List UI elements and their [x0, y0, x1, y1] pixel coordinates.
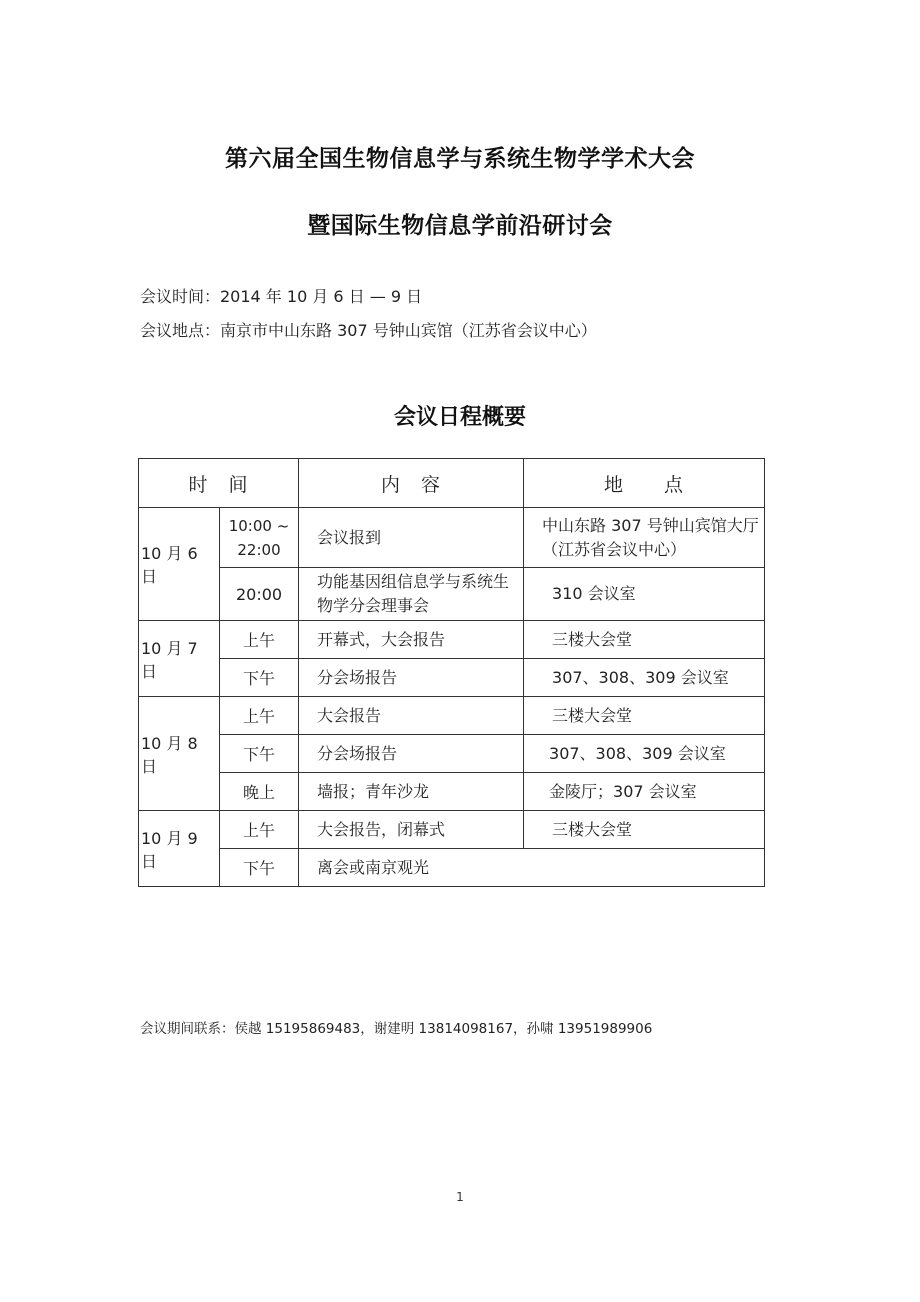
- time-cell: 上午: [220, 697, 299, 735]
- time-cell: 上午: [220, 621, 299, 659]
- header-content: 内 容: [299, 459, 524, 508]
- table-row: [139, 621, 765, 659]
- table-row: [139, 849, 765, 887]
- content-cell: 开幕式，大会报告: [299, 621, 524, 659]
- table-row: [139, 735, 765, 773]
- table-header-row: [139, 459, 765, 508]
- time-cell: 下午: [220, 659, 299, 697]
- location-cell: 中山东路 307 号钟山宾馆大厅（江苏省会议中心）: [524, 508, 765, 568]
- meeting-venue: 会议地点：南京市中山东路 307 号钟山宾馆（江苏省会议中心）: [140, 321, 597, 340]
- time-cell: 10:00 ~ 22:00: [220, 508, 299, 568]
- contact-info: 会议期间联系：侯越 15195869483，谢建明 13814098167，孙啸 13951989906: [140, 1021, 653, 1037]
- date-cell: 10 月 8 日: [139, 697, 220, 811]
- content-cell: 墙报；青年沙龙: [299, 773, 524, 811]
- page-number: 1: [456, 1190, 464, 1204]
- content-cell: 会议报到: [299, 508, 524, 568]
- content-cell: 功能基因组信息学与系统生物学分会理事会: [299, 568, 524, 621]
- page-title: 第六届全国生物信息学与系统生物学学术大会: [225, 146, 695, 172]
- location-cell: 三楼大会堂: [524, 697, 765, 735]
- date-cell: 10 月 9 日: [139, 811, 220, 887]
- time-cell: 上午: [220, 811, 299, 849]
- meeting-time: 会议时间：2014 年 10 月 6 日 — 9 日: [140, 287, 423, 306]
- table-row: [139, 697, 765, 735]
- location-cell: 三楼大会堂: [524, 621, 765, 659]
- table-row: [139, 811, 765, 849]
- content-cell: 分会场报告: [299, 659, 524, 697]
- content-cell: 离会或南京观光: [299, 849, 765, 887]
- table-row: [139, 773, 765, 811]
- time-cell: 下午: [220, 735, 299, 773]
- time-cell: 晚上: [220, 773, 299, 811]
- table-row: [139, 568, 765, 621]
- header-time: 时 间: [139, 459, 299, 508]
- table-row: [139, 508, 765, 568]
- location-cell: 307、308、309 会议室: [524, 735, 765, 773]
- page-subtitle: 暨国际生物信息学前沿研讨会: [307, 213, 613, 239]
- header-location: 地 点: [524, 459, 765, 508]
- date-cell: 10 月 6 日: [139, 508, 220, 621]
- content-cell: 大会报告，闭幕式: [299, 811, 524, 849]
- schedule-table: [138, 458, 765, 887]
- location-cell: 307、308、309 会议室: [524, 659, 765, 697]
- content-cell: 分会场报告: [299, 735, 524, 773]
- location-cell: 金陵厅；307 会议室: [524, 773, 765, 811]
- location-cell: 310 会议室: [524, 568, 765, 621]
- content-cell: 大会报告: [299, 697, 524, 735]
- location-cell: 三楼大会堂: [524, 811, 765, 849]
- time-cell: 20:00: [220, 568, 299, 621]
- schedule-title: 会议日程概要: [393, 405, 526, 430]
- date-cell: 10 月 7 日: [139, 621, 220, 697]
- table-row: [139, 659, 765, 697]
- time-cell: 下午: [220, 849, 299, 887]
